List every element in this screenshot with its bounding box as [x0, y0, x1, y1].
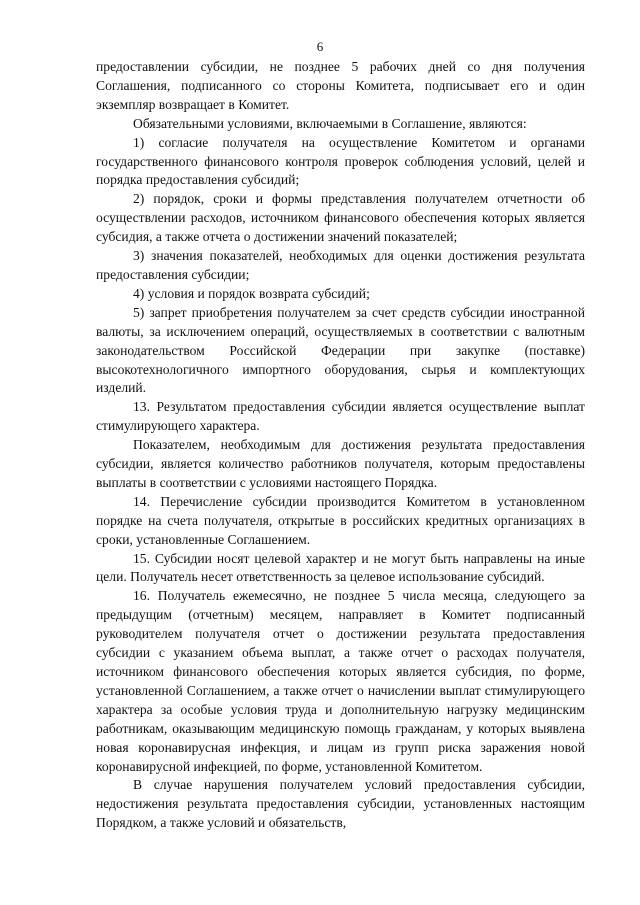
- clause-16: 16. Получатель ежемесячно, не позднее 5 числа месяца, следующего за предыдущим (отчетным) месяцем, направляет в Комитет подписанный руководителем получателя отчет о достижении результата предоставления субсидии с указанием объема выплат, а также отчет о расходах получателя, источником финансового обеспечения которых является субсидия, по форме, установленной Соглашением, а также отчет о начислении выплат стимулирующего характера за особые условия труда и дополнительную нагрузку медицинским работникам, оказывающим медицинскую помощь гражданам, у которых выявлена новая коронавирусная инфекция, и лицам из групп риска заражения новой коронавирусной инфекцией, по форме, установленной Комитетом.: [96, 588, 585, 774]
- paragraph-continuation: предоставлении субсидии, не позднее 5 рабочих дней со дня получения Соглашения, подписанного со стороны Комитета, подписывает его и один экземпляр возвращает в Комитет.: [96, 59, 585, 112]
- clause-13: 13. Результатом предоставления субсидии является осуществление выплат стимулирующего характера.: [96, 399, 585, 434]
- list-item-4: 4) условия и порядок возврата субсидий;: [133, 285, 370, 301]
- paragraph-violation: В случае нарушения получателем условий предоставления субсидии, недостижения результата предоставления субсидии, установленных настоящим Порядком, а также условий и обязательств,: [96, 777, 585, 831]
- paragraph-mandatory-conditions: Обязательными условиями, включаемыми в Соглашение, являются:: [133, 115, 527, 131]
- page-number: 6: [316, 39, 324, 54]
- list-item-3: 3) значения показателей, необходимых для оценки достижения результата предоставления субсидии;: [96, 248, 585, 282]
- document-body: [96, 58, 585, 833]
- list-item-1: 1) согласие получателя на осуществление Комитетом и органами государственного финансового контроля проверок соблюдения условий, целей и порядка предоставления субсидий;: [96, 134, 585, 188]
- clause-13-indicator: Показателем, необходимым для достижения результата предоставления субсидии, является количество работников получателя, которым предоставлены выплаты в соответствии с условиями настоящего Порядка.: [96, 437, 585, 490]
- list-item-2: 2) порядок, сроки и формы представления получателем отчетности об осуществлении расходов, источником финансового обеспечения которых является субсидия, а также отчета о достижении значений показателей;: [96, 191, 585, 245]
- clause-14: 14. Перечисление субсидии производится Комитетом в установленном порядке на счета получателя, открытые в российских кредитных организациях в сроки, установленные Соглашением.: [96, 493, 585, 547]
- list-item-5: 5) запрет приобретения получателем за счет средств субсидии иностранной валюты, за исключением операций, осуществляемых в соответствии с валютным законодательством Российской Федерации при закупке (поставке) высокотехнологичного импортного оборудования, сырья и комплектующих изделий.: [96, 304, 585, 396]
- clause-15: 15. Субсидии носят целевой характер и не могут быть направлены на иные цели. Получатель несет ответственность за целевое использование субсидий.: [96, 550, 585, 585]
